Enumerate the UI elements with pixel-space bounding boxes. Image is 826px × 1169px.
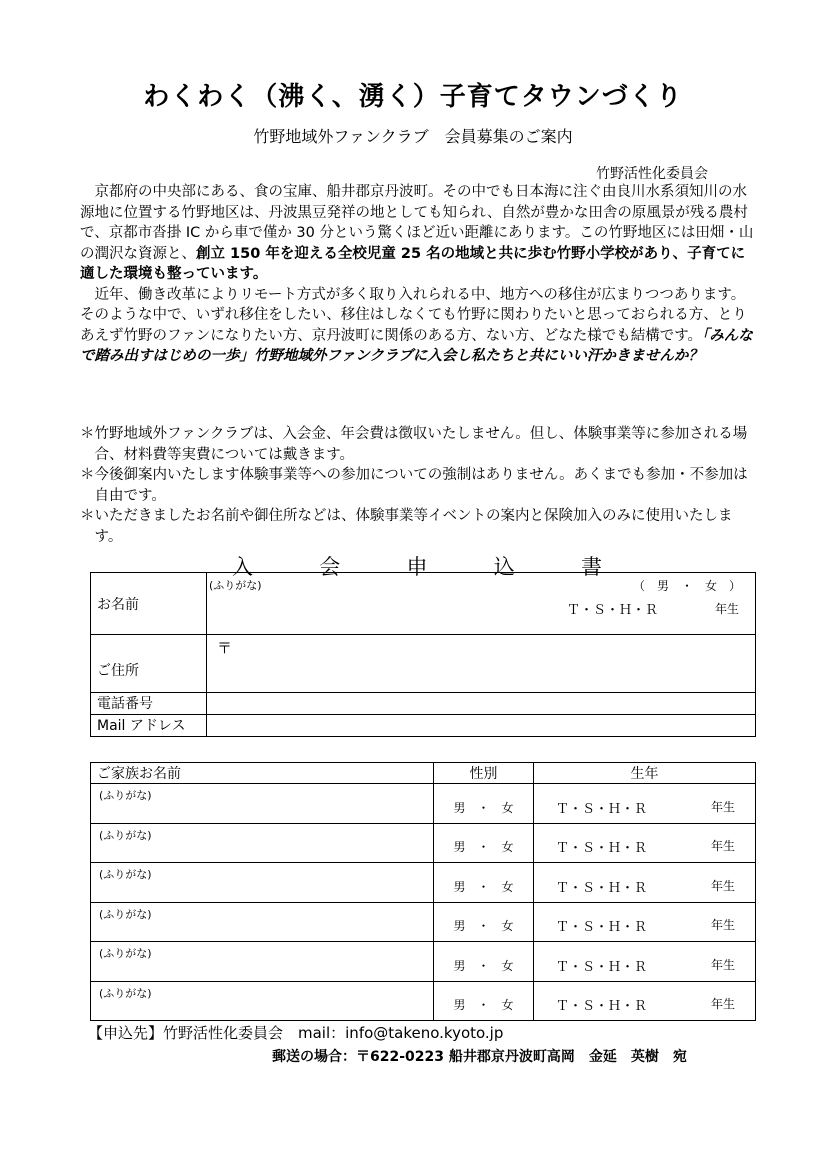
name-row	[91, 573, 756, 635]
form-title-char: 申	[406, 555, 428, 579]
family-row	[91, 863, 756, 903]
form-title-char: 会	[319, 555, 341, 579]
address-label: ご住所	[91, 635, 207, 693]
family-birth-header: 生年	[534, 763, 756, 784]
address-field[interactable]	[207, 635, 756, 693]
application-form	[90, 572, 756, 737]
family-gender-option[interactable]: 男 ・ 女	[434, 902, 534, 942]
family-born-label: 年生	[710, 799, 735, 814]
mail-field[interactable]	[207, 715, 756, 737]
note-item: ＊今後御案内いたします体験事業等への参加についての強制はありません。あくまでも参加・不参加は自由です。	[80, 467, 748, 504]
family-gender-option[interactable]: 男 ・ 女	[434, 942, 534, 982]
name-field-content	[207, 573, 755, 633]
family-header-row	[91, 763, 756, 784]
name-label: お名前	[91, 573, 207, 635]
family-era-option[interactable]: Ｔ・Ｓ・Ｈ・Ｒ	[556, 920, 648, 936]
mail-row	[91, 715, 756, 737]
family-name-field[interactable]	[91, 981, 434, 1021]
family-gender-option[interactable]: 男 ・ 女	[434, 981, 534, 1021]
family-furigana-label: (ふりがな)	[99, 907, 152, 921]
phone-row	[91, 693, 756, 715]
family-furigana-label: (ふりがな)	[99, 868, 152, 881]
family-era-option[interactable]: Ｔ・Ｓ・Ｈ・Ｒ	[556, 959, 648, 975]
family-name-field[interactable]	[91, 942, 434, 982]
intro-p1-bold: 創立 150 年を迎える全校児童 25 名の地域と共に歩む竹野小学校があり、子育てに適した環境も整っています。	[80, 245, 746, 282]
form-title-char: 入	[232, 555, 253, 579]
family-era-option[interactable]: Ｔ・Ｓ・Ｈ・Ｒ	[556, 841, 648, 857]
page-title: わくわく（沸く、湧く）子育てタウンづくり	[143, 82, 683, 112]
intro-paragraph-2	[80, 285, 758, 367]
family-era-option[interactable]: Ｔ・Ｓ・Ｈ・Ｒ	[556, 880, 648, 896]
family-row	[91, 823, 756, 863]
family-born-label: 年生	[710, 839, 735, 854]
family-name-header: ご家族お名前	[91, 763, 434, 784]
form-title-char: 書	[581, 555, 602, 579]
intro-paragraph-1	[80, 182, 758, 285]
postal-mark: 〒	[217, 639, 233, 657]
family-birth-field[interactable]	[534, 942, 756, 982]
family-era-option[interactable]: Ｔ・Ｓ・Ｈ・Ｒ	[556, 999, 648, 1015]
family-row	[91, 942, 756, 982]
era-option[interactable]: Ｔ・Ｓ・Ｈ・Ｒ	[567, 603, 659, 618]
family-birth-field[interactable]	[534, 784, 756, 824]
family-row	[91, 784, 756, 824]
family-row	[91, 902, 756, 942]
intro-p1-text: 京都府の中央部にある、食の宝庫、船井郡京丹波町。その中でも日本海に注ぐ由良川水系須知川の水源地に位置する竹野地区は、丹波黒豆発祥の地としても知られ、自然が豊かな田舎の原風景が残る農村で、京都市沓掛 IC から車で僅か 30 分という驚くほど近い距離にあります。この竹野地区には田畑・山の潤沢な資源と、	[80, 184, 754, 262]
contact-line: 【申込先】竹野活性化委員会 mail：info@takeno.kyoto.jp	[88, 1024, 504, 1042]
family-name-field[interactable]	[91, 823, 434, 863]
mail-address-line: 郵送の場合：〒622-0223 船井郡京丹波町高岡 金延 英樹 宛	[272, 1049, 687, 1065]
family-born-label: 年生	[710, 878, 735, 893]
family-name-field[interactable]	[91, 902, 434, 942]
notes-list	[80, 424, 758, 547]
committee-name: 竹野活性化委員会	[596, 166, 708, 182]
family-name-field[interactable]	[91, 784, 434, 824]
family-birth-field[interactable]	[534, 902, 756, 942]
family-furigana-label: (ふりがな)	[99, 789, 152, 802]
family-furigana-label: (ふりがな)	[99, 986, 152, 1000]
family-born-label: 年生	[710, 957, 735, 972]
intro-text	[80, 182, 758, 367]
name-field[interactable]	[207, 573, 756, 635]
family-birth-field[interactable]	[534, 863, 756, 903]
form-title-char: 込	[493, 555, 515, 579]
mail-label: Mail アドレス	[91, 715, 207, 737]
note-item: ＊竹野地域外ファンクラブは、入会金、年会費は徴収いたしません。但し、体験事業等に参加される場合、材料費等実費については戴きます。	[80, 426, 748, 463]
born-label: 年生	[714, 602, 739, 616]
name-furigana-label: (ふりがな)	[209, 579, 262, 592]
family-table	[90, 762, 756, 1021]
family-furigana-label: (ふりがな)	[99, 828, 152, 842]
note-item: ＊いただきましたお名前や御住所などは、体験事業等イベントの案内と保険加入のみに使用いたします。	[80, 508, 733, 545]
page-subtitle: 竹野地域外ファンクラブ 会員募集のご案内	[253, 127, 573, 146]
family-rows	[91, 784, 756, 1021]
family-gender-option[interactable]: 男 ・ 女	[434, 823, 534, 863]
intro-p2-bold-italic: 「みんなで踏み出すはじめの一歩」竹野地域外ファンクラブに入会し私たちと共にいい汗かきませんか？	[80, 327, 753, 364]
phone-field[interactable]	[207, 693, 756, 715]
address-row	[91, 635, 756, 693]
gender-option[interactable]: （ 男 ・ 女 ）	[632, 579, 741, 593]
family-era-option[interactable]: Ｔ・Ｓ・Ｈ・Ｒ	[556, 801, 648, 817]
family-furigana-label: (ふりがな)	[99, 947, 152, 960]
family-birth-field[interactable]	[534, 981, 756, 1021]
intro-p2-text: 近年、働き改革によりリモート方式が多く取り入れられる中、地方への移住が広まりつつあります。そのような中で、いずれ移住をしたい、移住はしなくても竹野に関わりたいと思っておられる方、とりあえず竹野のファンになりたい方、京丹波町に関係のある方、ない方、どなた様でも結構です。	[80, 286, 747, 344]
family-born-label: 年生	[710, 997, 735, 1012]
family-born-label: 年生	[710, 918, 735, 933]
family-gender-option[interactable]: 男 ・ 女	[434, 863, 534, 903]
family-birth-field[interactable]	[534, 823, 756, 863]
family-gender-option[interactable]: 男 ・ 女	[434, 784, 534, 824]
family-row	[91, 981, 756, 1021]
family-name-field[interactable]	[91, 863, 434, 903]
family-gender-header: 性別	[434, 763, 534, 784]
phone-label: 電話番号	[91, 693, 207, 715]
